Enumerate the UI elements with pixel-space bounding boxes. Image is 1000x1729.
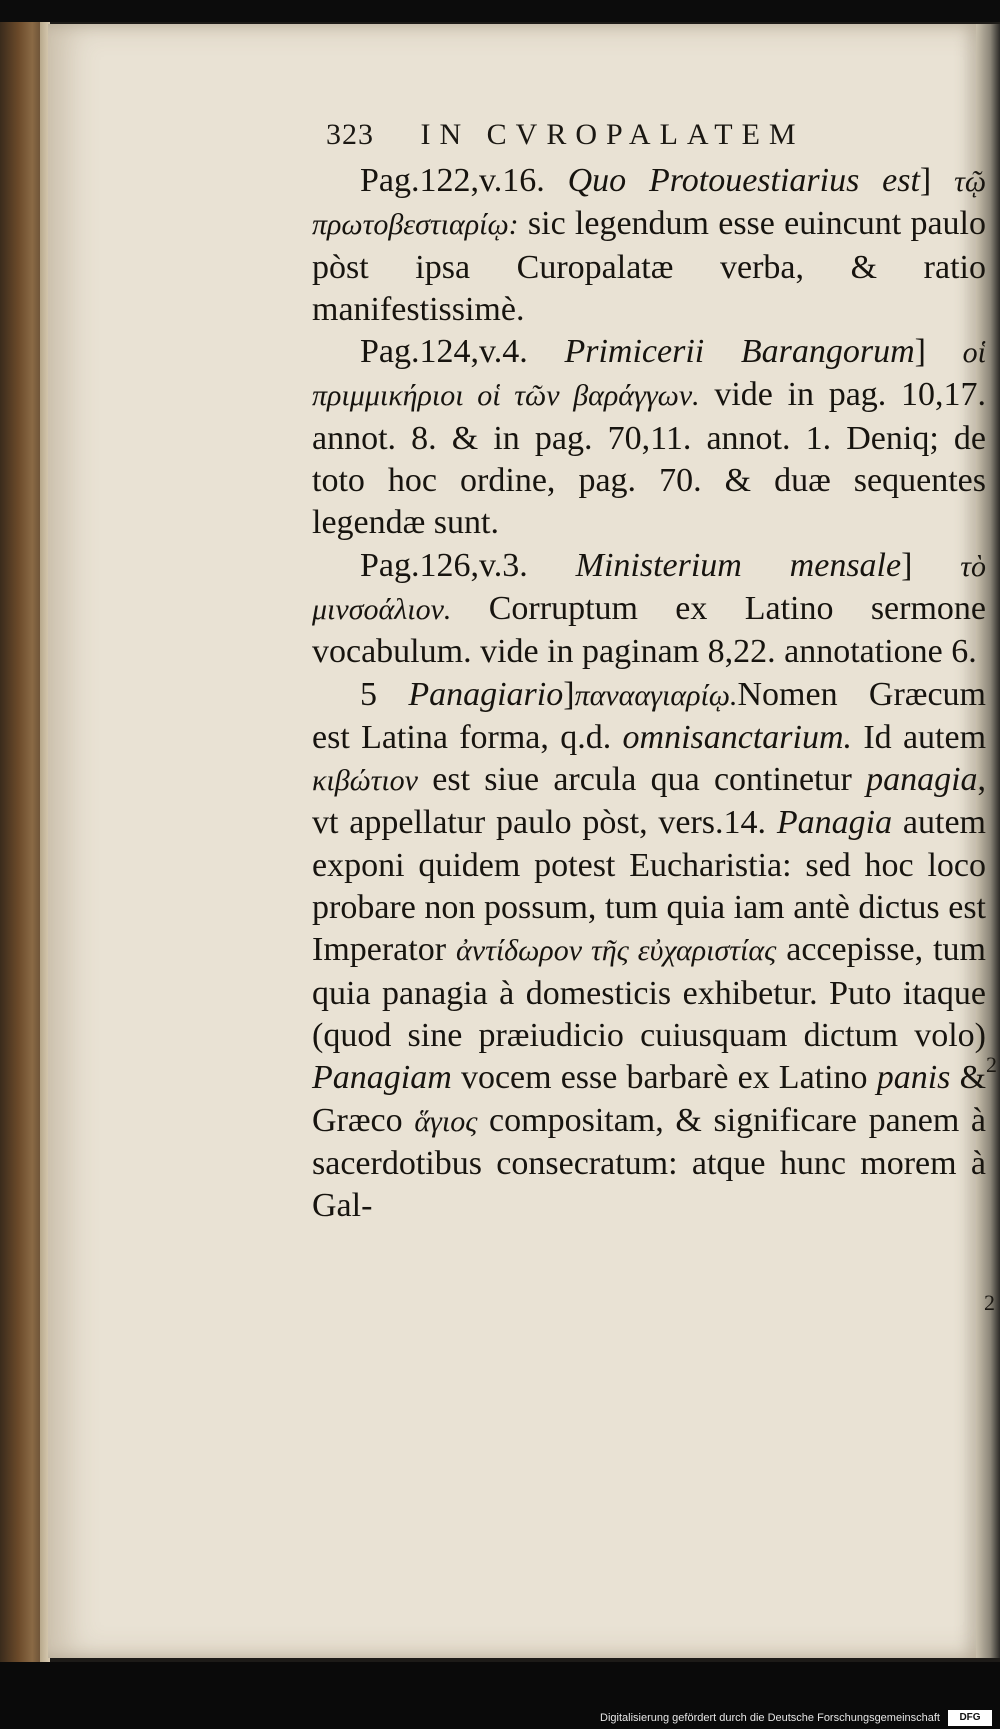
body-text [312, 160, 986, 1227]
paragraph-lead: 5 [360, 675, 377, 713]
paragraph-lead: Pag.122,v.16. [360, 162, 545, 199]
latin-term: panis [876, 1059, 951, 1097]
margin-note: 2 [986, 1052, 997, 1077]
latin-term: panagia [866, 761, 978, 799]
lemma: Primicerii Barangorum [564, 333, 915, 371]
greek-text: ἀντίδωρον τῆς εὐχαριστίας [456, 934, 777, 968]
greek-text: τῷ πρωτοβεστιαρίῳ: [312, 165, 986, 242]
latin-term: omnisanctarium. [622, 718, 853, 756]
paragraph-text: , vt appellatur paulo pòst, vers.14. [312, 761, 987, 842]
paragraph-text: & Græco [312, 1059, 987, 1139]
paragraph-text: vide in pag. 10,17. annot. 8. & in pag. 70,11. annot. 1. Deniq; de toto hoc ordine, pag. 70. & duæ sequentes legendæ sunt. [312, 376, 986, 542]
paragraph-4: 5 Panagiario]πανααγιαρίῳ.Nomen Græcum est Latina forma, q.d. omnisanctarium. Id autem κιβώτιον est siue arcula qua continetur panagia, vt appellatur paulo pòst, vers.14. Panagia autem exponi quidem potest Eucharistia: sed hoc loco probare non possum, tum quia iam antè dictus est Imperator ἀντίδωρον τῆς εὐχαριστίας accepisse, tum quia panagia à domesticis exhibetur. Puto itaque (quod sine præiudicio cuiusquam dictum volo) Panagiam vocem esse barbarè ex Latino panis & Græco ἅγιος compositam, & significare panem à sacerdotibus consecratum: atque hunc morem à Gal- [312, 675, 987, 1225]
paragraph-text: sic legendum esse euincunt paulo pòst ipsa Curopalatæ verba, & ratio manifestissimè. [312, 205, 986, 328]
lemma: Ministerium mensale [575, 546, 902, 584]
paragraph-text: Nomen Græcum est Latina forma, q.d. [312, 675, 987, 756]
running-head [326, 118, 926, 152]
lemma: Panagiario [408, 675, 564, 713]
footer-credit: Digitalisierung gefördert durch die Deutsche Forschungsgemeinschaft [600, 1712, 940, 1724]
top-frame [0, 0, 1000, 22]
paragraph-lead: Pag.126,v.3. [360, 546, 528, 584]
greek-text: τὸ μινσοάλιον. [312, 549, 986, 626]
greek-text: πανααγιαρίῳ. [574, 678, 738, 712]
dfg-logo: DFG [948, 1710, 992, 1726]
paragraph-text: autem exponi quidem potest Eucharistia: sed hoc loco probare non possum, tum quia iam antè dictus est Imperator [312, 804, 986, 969]
greek-text: οἱ πριμμικήριοι οἱ τῶν βαράγγων. [312, 336, 986, 413]
paragraph-3: Pag.126,v.3. Ministerium mensale] τὸ μινσοάλιον. Corruptum ex Latino sermone vocabulum. vide in paginam 8,22. annotatione 6. [312, 546, 986, 671]
greek-text: ἅγιος [414, 1104, 478, 1138]
margin-note: 2 [984, 1290, 995, 1315]
greek-text: κιβώτιον [312, 764, 418, 798]
lemma: Quo Protouestiarius est [567, 162, 920, 199]
paragraph-text: accepisse, tum quia panagia à domesticis exhibetur. Puto itaque (quod sine præiudicio cuiusquam dictum volo) [312, 931, 987, 1054]
paragraph-text: Id autem [863, 718, 987, 756]
latin-term: Panagia [776, 804, 893, 842]
latin-term: Panagiam [312, 1059, 452, 1097]
running-title: IN CVROPALATEM [420, 118, 805, 151]
paragraph-2: Pag.124,v.4. Primicerii Barangorum] οἱ πριμμικήριοι οἱ τῶν βαράγγων. vide in pag. 10,17. annot. 8. & in pag. 70,11. annot. 1. Deniq; de toto hoc ordine, pag. 70. & duæ sequentes legendæ sunt. [312, 333, 986, 542]
page-number: 323 [326, 118, 374, 151]
paragraph-1: Pag.122,v.16. Quo Protouestiarius est] τῷ πρωτοβεστιαρίῳ: sic legendum esse euincunt paulo pòst ipsa Curopalatæ verba, & ratio manifestissimè. [312, 162, 986, 328]
paragraph-text: vocem esse barbarè ex Latino [460, 1059, 868, 1097]
paragraph-text: est siue arcula qua continetur [432, 761, 852, 799]
paragraph-text: compositam, & significare panem à sacerdotibus consecratum: atque hunc morem à Gal- [312, 1101, 987, 1225]
paragraph-text: Corruptum ex Latino sermone vocabulum. vide in paginam 8,22. annotatione 6. [312, 589, 986, 671]
paragraph-lead: Pag.124,v.4. [360, 333, 528, 371]
